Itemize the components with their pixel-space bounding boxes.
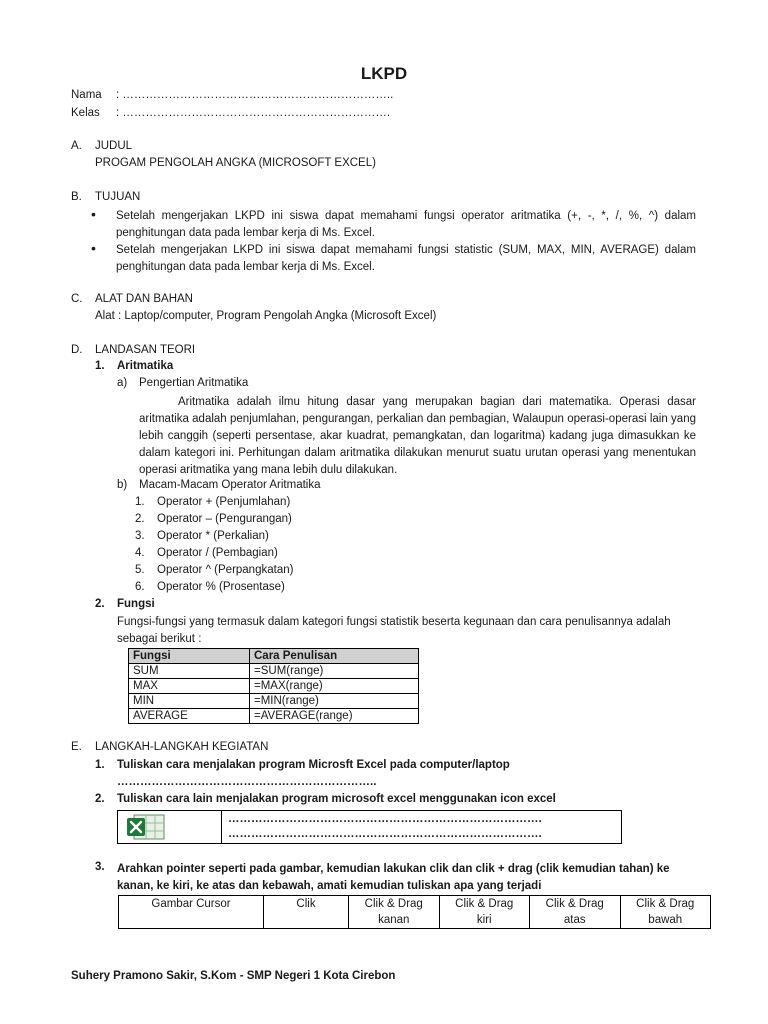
operator-num: 4. — [135, 547, 145, 559]
table-cell: =SUM(range) — [250, 664, 419, 679]
box-divider — [221, 811, 222, 843]
header-line: kanan — [378, 914, 410, 926]
cursor-header-cell — [119, 896, 264, 929]
step1-text: Tuliskan cara menjalakan program Microsft Excel pada computer/laptop — [117, 759, 510, 771]
sub1a-marker: a) — [117, 377, 128, 389]
table-header-row — [119, 896, 711, 929]
operator-item: Operator – (Pengurangan) — [157, 513, 292, 525]
header-line: atas — [563, 914, 586, 926]
step3-text: Arahkan pointer seperti pada gambar, kemudian lakukan clik dan clik + drag (clik kemudian tahan) ke kanan, ke kiri, ke atas dan kebawah, amati kemudian tuliskan apa yang terjadi — [117, 863, 670, 892]
step1-answer-line: ………………………………………………………….. — [117, 776, 377, 788]
table-cell: AVERAGE — [129, 709, 250, 724]
header-line: kiri — [476, 914, 492, 926]
header-line: Clik & Drag — [545, 898, 604, 910]
section-d-marker: D. — [71, 344, 83, 356]
table-cell: SUM — [129, 664, 250, 679]
sub1b-marker: b) — [117, 479, 128, 491]
kelas-field: : ……………………………………………………………. — [116, 107, 391, 119]
section-c-marker: C. — [71, 293, 83, 305]
sub1b-heading: Macam-Macam Operator Aritmatika — [139, 479, 321, 491]
sub2-heading: Fungsi — [117, 598, 155, 610]
header-line: Gambar Cursor — [151, 898, 231, 910]
cursor-header-cell — [620, 896, 711, 929]
page-footer: Suhery Pramono Sakir, S.Kom - SMP Negeri 1 Kota Cirebon — [71, 970, 396, 982]
header-line: Clik & Drag — [636, 898, 695, 910]
header-line: bawah — [648, 914, 683, 926]
table-header-cell: Fungsi — [129, 649, 250, 664]
bullet-icon: • — [91, 240, 96, 256]
cursor-header-cell — [530, 896, 621, 929]
header-line: Clik & Drag — [455, 898, 514, 910]
operator-num: 6. — [135, 581, 145, 593]
section-e-marker: E. — [71, 741, 82, 753]
header-line: Clik — [296, 898, 316, 910]
step2-answer-line: ………………………………………………………………………. — [228, 813, 542, 825]
step2-num: 2. — [95, 793, 105, 805]
sub2-marker: 2. — [95, 598, 105, 610]
operator-item: Operator ^ (Perpangkatan) — [157, 564, 294, 576]
table-cell: =AVERAGE(range) — [250, 709, 419, 724]
step3-num: 3. — [95, 861, 105, 873]
section-a-marker: A. — [71, 140, 82, 152]
header-line: Clik & Drag — [364, 898, 423, 910]
operator-num: 2. — [135, 513, 145, 525]
page-title: LKPD — [360, 64, 408, 83]
operator-num: 3. — [135, 530, 145, 542]
section-a-text: PROGAM PENGOLAH ANGKA (MICROSOFT EXCEL) — [95, 157, 376, 169]
fungsi-intro: Fungsi-fungsi yang termasuk dalam kategori fungsi statistik beserta kegunaan dan cara penulisannya adalah sebagai berikut : — [117, 616, 671, 645]
nama-label: Nama — [71, 89, 102, 101]
table-row — [129, 664, 419, 679]
table-row — [129, 709, 419, 724]
table-cell: =MIN(range) — [250, 694, 419, 709]
table-cell: MAX — [129, 679, 250, 694]
sub1a-heading: Pengertian Aritmatika — [139, 377, 249, 389]
sub1-heading: Aritmatika — [117, 360, 174, 372]
excel-icon — [124, 814, 168, 840]
operator-item: Operator * (Perkalian) — [157, 530, 269, 542]
table-header-row — [129, 649, 419, 664]
step2-text: Tuliskan cara lain menjalakan program microsoft excel menggunakan icon excel — [117, 793, 556, 805]
section-d-heading: LANDASAN TEORI — [95, 344, 196, 356]
tujuan-item-1: Setelah mengerjakan LKPD ini siswa dapat memahami fungsi operator aritmatika (+, -, *, /, %, ^) dalam penghitungan data pada lembar kerja di Ms. Excel. — [116, 210, 696, 239]
table-row — [129, 679, 419, 694]
section-b-heading: TUJUAN — [95, 191, 141, 203]
cursor-header-cell — [349, 896, 440, 929]
operator-item: Operator + (Penjumlahan) — [157, 496, 291, 508]
cursor-header-cell — [439, 896, 530, 929]
section-c-text: Alat : Laptop/computer, Program Pengolah Angka (Microsoft Excel) — [95, 310, 437, 322]
table-cell: =MAX(range) — [250, 679, 419, 694]
section-b-marker: B. — [71, 191, 82, 203]
table-row — [129, 694, 419, 709]
operator-item: Operator / (Pembagian) — [157, 547, 278, 559]
bullet-icon: • — [91, 206, 96, 222]
step2-answer-line: ………………………………………………………………………. — [228, 828, 542, 840]
aritmatika-paragraph: Aritmatika adalah ilmu hitung dasar yang merupakan bagian dari matematika. Operasi dasar aritmatika adalah penjumlahan, pengurangan, perkalian dan pembagian, Walaupun operasi-operasi lain yang lebih canggih (seperti persentase, akar kuadrat, pemangkatan, dan logaritma) kadang juga dimasukkan ke dalam kategori ini. Perhitungan dalam aritmatika dilakukan menurut suatu urutan operasi yang menentukan operasi aritmatika yang mana lebih dulu dilakukan. — [139, 396, 696, 476]
cursor-table — [118, 895, 711, 929]
operator-item: Operator % (Prosentase) — [157, 581, 285, 593]
table-header-cell: Cara Penulisan — [250, 649, 419, 664]
section-a-heading: JUDUL — [95, 140, 133, 152]
kelas-label: Kelas — [71, 107, 100, 119]
operator-num: 5. — [135, 564, 145, 576]
sub1-marker: 1. — [95, 360, 105, 372]
fungsi-table — [128, 648, 419, 724]
step2-answer-box — [117, 810, 622, 844]
section-c-heading: ALAT DAN BAHAN — [95, 293, 193, 305]
section-e-heading: LANGKAH-LANGKAH KEGIATAN — [95, 741, 269, 753]
nama-field: : …………………………………………………………….. — [116, 89, 394, 101]
step1-num: 1. — [95, 759, 105, 771]
table-cell: MIN — [129, 694, 250, 709]
cursor-header-cell — [264, 896, 349, 929]
tujuan-item-2: Setelah mengerjakan LKPD ini siswa dapat memahami fungsi statistic (SUM, MAX, MIN, AVERAGE) dalam penghitungan data pada lembar kerja di Ms. Excel. — [116, 244, 696, 273]
operator-num: 1. — [135, 496, 145, 508]
